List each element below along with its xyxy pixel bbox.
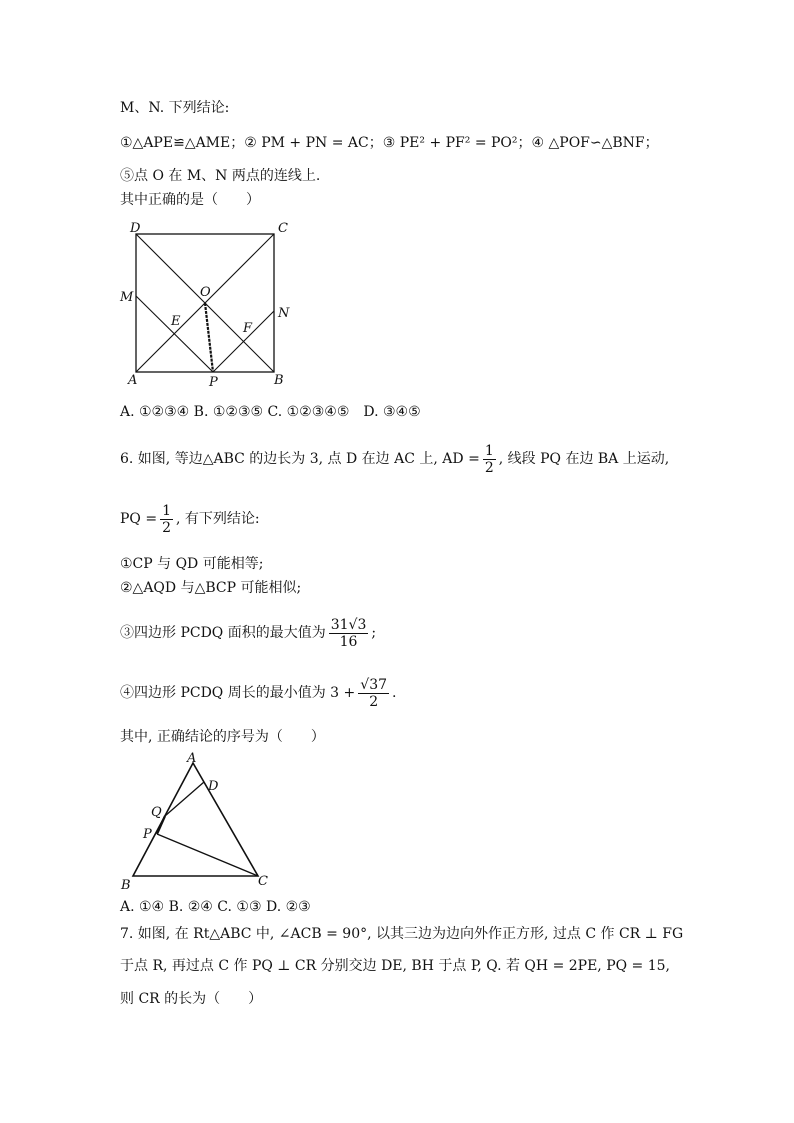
label-c: C <box>258 874 268 889</box>
q6-pq-fraction <box>160 503 173 536</box>
label-n: N <box>278 306 290 321</box>
label-q: Q <box>151 805 162 820</box>
q6-ad-den: 2 <box>484 459 494 476</box>
q6-c4-fraction <box>358 677 389 710</box>
label-a: A <box>187 751 197 766</box>
q6-ad-num: 1 <box>484 442 494 459</box>
q6-ad-fraction <box>483 443 496 476</box>
q5-conclusions: ①△APE≌△AME；② PM + PN = AC；③ PE² + PF² = PO²；④ △POF∽△BNF； <box>120 135 659 151</box>
q6-options: A. ①④ B. ②④ C. ①③ D. ②③ <box>120 899 311 915</box>
label-c: C <box>278 221 288 236</box>
q7-line-2: 于点 R, 再过点 C 作 PQ ⊥ CR 分别交边 DE, BH 于点 P, Q. 若 QH = 2PE, PQ = 15, <box>120 958 670 974</box>
q6-stem-b: , 线段 PQ 在边 BA 上运动, <box>498 451 670 467</box>
label-f: F <box>243 321 253 336</box>
q5-conclusion-5: ⑤点 O 在 M、N 两点的连线上. <box>120 168 321 184</box>
label-o: O <box>200 285 211 300</box>
q6-pq-num: 1 <box>162 502 171 519</box>
label-b: B <box>274 373 284 388</box>
segment-dq <box>165 782 204 816</box>
q6-c4-prefix: ④四边形 PCDQ 周长的最小值为 3 + <box>120 685 356 701</box>
label-b: B <box>121 878 131 893</box>
q6-c3-suffix: ; <box>371 625 377 641</box>
q6-conclusion-2: ②△AQD 与△BCP 可能相似; <box>120 580 302 596</box>
q6-pq-suffix: , 有下列结论: <box>176 511 260 527</box>
q6-c3-fraction <box>329 617 369 650</box>
q5-options: A. ①②③④ B. ①②③⑤ C. ①②③④⑤ D. ③④⑤ <box>120 404 421 420</box>
q6-stem-a: 6. 如图, 等边△ABC 的边长为 3, 点 D 在边 AC 上, AD = <box>120 451 480 467</box>
q6-c3-prefix: ③四边形 PCDQ 面积的最大值为 <box>120 625 326 641</box>
q6-question: 其中, 正确结论的序号为（ ） <box>120 729 325 745</box>
q6-conclusion-4 <box>120 674 396 712</box>
segment-op <box>205 303 213 372</box>
segment-pc <box>157 834 258 876</box>
q5-intro: M、N. 下列结论: <box>120 100 230 116</box>
label-e: E <box>171 314 181 329</box>
q6-c3-den: 16 <box>339 633 358 650</box>
q6-conclusion-1: ①CP 与 QD 可能相等; <box>120 556 264 572</box>
label-d: D <box>130 221 141 236</box>
q6-pq-den: 2 <box>162 519 171 536</box>
q6-c4-suffix: . <box>392 685 397 701</box>
q5-square-figure <box>118 220 288 390</box>
q6-c4-den: 2 <box>369 693 379 710</box>
label-m: M <box>120 290 134 305</box>
q7-line-1: 7. 如图, 在 Rt△ABC 中, ∠ACB = 90°, 以其三边为边向外作正方形, 过点 C 作 CR ⊥ FG <box>120 926 684 942</box>
q6-conclusion-3 <box>120 614 376 652</box>
q6-pq-line <box>120 500 260 538</box>
label-p: P <box>143 827 152 842</box>
q6-triangle-figure <box>115 752 285 894</box>
label-d: D <box>208 779 219 794</box>
q6-c3-num: 31√3 <box>330 616 367 633</box>
q7-line-3: 则 CR 的长为（ ） <box>120 991 263 1007</box>
label-p: P <box>209 375 218 390</box>
label-a: A <box>128 373 138 388</box>
q5-question: 其中正确的是（ ） <box>120 192 260 208</box>
q6-stem <box>120 440 669 478</box>
q6-c4-num: √37 <box>360 676 388 693</box>
q6-pq-prefix: PQ = <box>120 511 158 527</box>
